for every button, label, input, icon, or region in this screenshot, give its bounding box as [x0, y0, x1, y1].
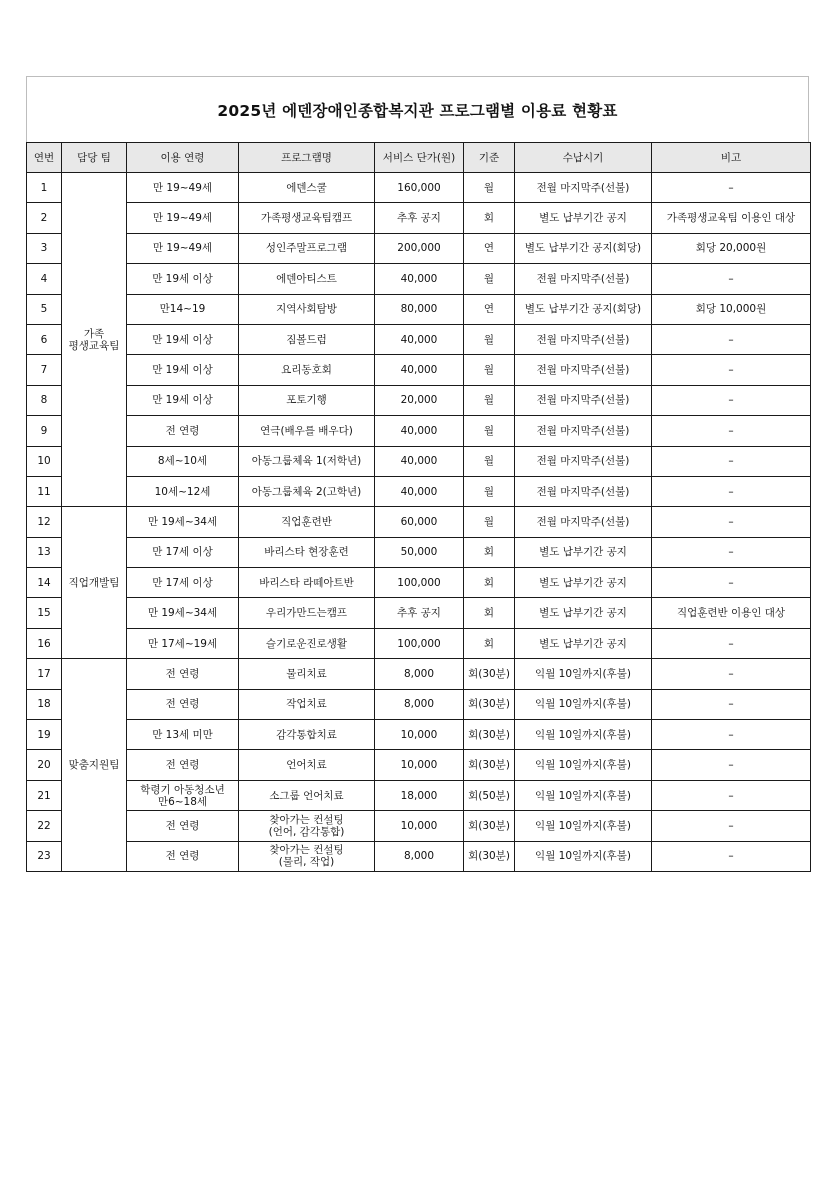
table-row [27, 324, 811, 354]
cell-price: 18,000 [375, 780, 464, 810]
cell-program: 에덴아티스트 [239, 264, 375, 294]
cell-basis: 회 [464, 628, 515, 658]
cell-payment: 익월 10일까지(후불) [515, 811, 652, 841]
table-row [27, 476, 811, 506]
cell-age: 만 13세 미만 [127, 720, 239, 750]
cell-price: 40,000 [375, 264, 464, 294]
cell-no: 15 [27, 598, 62, 628]
cell-no: 14 [27, 568, 62, 598]
cell-note: 직업훈련반 이용인 대상 [652, 598, 811, 628]
cell-payment: 익월 10일까지(후불) [515, 659, 652, 689]
cell-program: 에덴스쿨 [239, 173, 375, 203]
cell-note: – [652, 689, 811, 719]
cell-age: 만 19세 이상 [127, 385, 239, 415]
cell-note: – [652, 173, 811, 203]
cell-program: 물리치료 [239, 659, 375, 689]
cell-no: 16 [27, 628, 62, 658]
cell-no: 17 [27, 659, 62, 689]
cell-no: 4 [27, 264, 62, 294]
cell-program: 연극(배우를 배우다) [239, 416, 375, 446]
cell-basis: 월 [464, 416, 515, 446]
cell-payment: 전월 마지막주(선불) [515, 264, 652, 294]
cell-team: 맞춤지원팀 [62, 659, 127, 872]
cell-program: 찾아가는 컨설팅 (물리, 작업) [239, 841, 375, 871]
cell-team: 가족 평생교육팀 [62, 173, 127, 507]
cell-age: 만 19세~34세 [127, 598, 239, 628]
cell-no: 22 [27, 811, 62, 841]
header-payment: 수납시기 [515, 143, 652, 173]
cell-note: – [652, 841, 811, 871]
cell-note: – [652, 568, 811, 598]
cell-basis: 연 [464, 294, 515, 324]
cell-payment: 전월 마지막주(선불) [515, 385, 652, 415]
cell-price: 40,000 [375, 355, 464, 385]
cell-basis: 회(30분) [464, 811, 515, 841]
cell-no: 11 [27, 476, 62, 506]
cell-price: 40,000 [375, 416, 464, 446]
cell-no: 3 [27, 233, 62, 263]
cell-price: 40,000 [375, 476, 464, 506]
header-team: 담당 팀 [62, 143, 127, 173]
cell-price: 40,000 [375, 446, 464, 476]
cell-note: – [652, 264, 811, 294]
cell-price: 100,000 [375, 628, 464, 658]
cell-price: 60,000 [375, 507, 464, 537]
cell-basis: 월 [464, 385, 515, 415]
cell-payment: 전월 마지막주(선불) [515, 173, 652, 203]
table-row [27, 233, 811, 263]
cell-program: 아동그룹체육 2(고학년) [239, 476, 375, 506]
cell-no: 9 [27, 416, 62, 446]
cell-basis: 월 [464, 173, 515, 203]
cell-basis: 회 [464, 568, 515, 598]
cell-program: 가족평생교육팀캠프 [239, 203, 375, 233]
cell-basis: 회 [464, 537, 515, 567]
cell-age: 만14~19 [127, 294, 239, 324]
cell-program: 짐볼드럼 [239, 324, 375, 354]
cell-age: 학령기 아동청소년 만6~18세 [127, 780, 239, 810]
cell-program: 바리스타 라떼아트반 [239, 568, 375, 598]
header-basis: 기준 [464, 143, 515, 173]
cell-age: 만 17세 이상 [127, 568, 239, 598]
cell-price: 10,000 [375, 811, 464, 841]
title-box [26, 76, 809, 142]
cell-note: – [652, 385, 811, 415]
cell-payment: 익월 10일까지(후불) [515, 750, 652, 780]
cell-no: 13 [27, 537, 62, 567]
cell-program: 포토기행 [239, 385, 375, 415]
cell-program: 요리동호회 [239, 355, 375, 385]
cell-price: 8,000 [375, 689, 464, 719]
header-age: 이용 연령 [127, 143, 239, 173]
cell-basis: 월 [464, 446, 515, 476]
cell-no: 19 [27, 720, 62, 750]
cell-price: 8,000 [375, 659, 464, 689]
cell-payment: 전월 마지막주(선불) [515, 446, 652, 476]
cell-payment: 별도 납부기간 공지(회당) [515, 294, 652, 324]
cell-note: – [652, 446, 811, 476]
cell-note: – [652, 355, 811, 385]
cell-basis: 회(30분) [464, 841, 515, 871]
cell-price: 10,000 [375, 750, 464, 780]
cell-note: – [652, 628, 811, 658]
cell-price: 추후 공지 [375, 598, 464, 628]
cell-age: 만 19세 이상 [127, 264, 239, 294]
fee-table-body [27, 173, 811, 872]
cell-basis: 월 [464, 324, 515, 354]
cell-basis: 회(30분) [464, 659, 515, 689]
cell-age: 만 19세~34세 [127, 507, 239, 537]
cell-payment: 별도 납부기간 공지 [515, 598, 652, 628]
cell-payment: 별도 납부기간 공지 [515, 203, 652, 233]
table-row [27, 780, 811, 810]
table-row [27, 507, 811, 537]
cell-no: 2 [27, 203, 62, 233]
cell-note: – [652, 720, 811, 750]
table-row [27, 750, 811, 780]
cell-age: 전 연령 [127, 750, 239, 780]
cell-basis: 회(30분) [464, 720, 515, 750]
cell-no: 6 [27, 324, 62, 354]
cell-note: – [652, 811, 811, 841]
cell-payment: 전월 마지막주(선불) [515, 416, 652, 446]
table-row [27, 537, 811, 567]
cell-note: – [652, 659, 811, 689]
cell-price: 20,000 [375, 385, 464, 415]
cell-age: 만 19~49세 [127, 203, 239, 233]
cell-note: – [652, 416, 811, 446]
cell-age: 전 연령 [127, 689, 239, 719]
cell-note: 회당 20,000원 [652, 233, 811, 263]
cell-program: 지역사회탐방 [239, 294, 375, 324]
cell-payment: 전월 마지막주(선불) [515, 476, 652, 506]
cell-basis: 회 [464, 203, 515, 233]
cell-age: 만 19세 이상 [127, 324, 239, 354]
cell-age: 전 연령 [127, 659, 239, 689]
cell-age: 만 19~49세 [127, 173, 239, 203]
cell-price: 10,000 [375, 720, 464, 750]
cell-no: 5 [27, 294, 62, 324]
cell-payment: 별도 납부기간 공지 [515, 537, 652, 567]
cell-payment: 별도 납부기간 공지(회당) [515, 233, 652, 263]
cell-basis: 회(30분) [464, 689, 515, 719]
cell-payment: 별도 납부기간 공지 [515, 628, 652, 658]
cell-age: 8세~10세 [127, 446, 239, 476]
cell-price: 100,000 [375, 568, 464, 598]
cell-age: 전 연령 [127, 416, 239, 446]
cell-payment: 전월 마지막주(선불) [515, 324, 652, 354]
cell-program: 아동그룹체육 1(저학년) [239, 446, 375, 476]
cell-program: 직업훈련반 [239, 507, 375, 537]
cell-program: 언어치료 [239, 750, 375, 780]
cell-program: 바리스타 현장훈련 [239, 537, 375, 567]
cell-basis: 회 [464, 598, 515, 628]
cell-price: 160,000 [375, 173, 464, 203]
table-row [27, 355, 811, 385]
cell-age: 전 연령 [127, 841, 239, 871]
table-row [27, 811, 811, 841]
cell-program: 슬기로운진로생활 [239, 628, 375, 658]
table-row [27, 264, 811, 294]
cell-basis: 회(50분) [464, 780, 515, 810]
cell-payment: 익월 10일까지(후불) [515, 720, 652, 750]
cell-payment: 전월 마지막주(선불) [515, 507, 652, 537]
cell-price: 8,000 [375, 841, 464, 871]
cell-payment: 익월 10일까지(후불) [515, 841, 652, 871]
page-title: 2025년 에덴장애인종합복지관 프로그램별 이용료 현황표 [217, 101, 618, 120]
header-program: 프로그램명 [239, 143, 375, 173]
table-row [27, 689, 811, 719]
table-row [27, 720, 811, 750]
table-row [27, 568, 811, 598]
table-row [27, 628, 811, 658]
cell-no: 20 [27, 750, 62, 780]
table-row [27, 659, 811, 689]
cell-basis: 월 [464, 507, 515, 537]
cell-basis: 회(30분) [464, 750, 515, 780]
cell-age: 만 19~49세 [127, 233, 239, 263]
header-price: 서비스 단가(원) [375, 143, 464, 173]
cell-note: 가족평생교육팀 이용인 대상 [652, 203, 811, 233]
table-row [27, 446, 811, 476]
cell-note: 회당 10,000원 [652, 294, 811, 324]
cell-basis: 월 [464, 264, 515, 294]
cell-no: 1 [27, 173, 62, 203]
table-row [27, 385, 811, 415]
cell-note: – [652, 537, 811, 567]
cell-basis: 연 [464, 233, 515, 263]
cell-basis: 월 [464, 355, 515, 385]
cell-price: 40,000 [375, 324, 464, 354]
cell-age: 전 연령 [127, 811, 239, 841]
cell-age: 10세~12세 [127, 476, 239, 506]
cell-payment: 별도 납부기간 공지 [515, 568, 652, 598]
cell-program: 작업치료 [239, 689, 375, 719]
fee-table [26, 142, 811, 872]
cell-basis: 월 [464, 476, 515, 506]
table-row [27, 841, 811, 871]
cell-price: 80,000 [375, 294, 464, 324]
cell-no: 23 [27, 841, 62, 871]
cell-no: 7 [27, 355, 62, 385]
header-note: 비고 [652, 143, 811, 173]
table-row [27, 416, 811, 446]
cell-age: 만 17세 이상 [127, 537, 239, 567]
cell-program: 성인주말프로그램 [239, 233, 375, 263]
cell-price: 50,000 [375, 537, 464, 567]
cell-price: 추후 공지 [375, 203, 464, 233]
table-row [27, 203, 811, 233]
cell-note: – [652, 507, 811, 537]
table-row [27, 294, 811, 324]
cell-payment: 익월 10일까지(후불) [515, 689, 652, 719]
cell-payment: 익월 10일까지(후불) [515, 780, 652, 810]
header-row [27, 143, 811, 173]
table-row [27, 173, 811, 203]
cell-no: 10 [27, 446, 62, 476]
cell-note: – [652, 476, 811, 506]
cell-note: – [652, 324, 811, 354]
cell-age: 만 17세~19세 [127, 628, 239, 658]
cell-age: 만 19세 이상 [127, 355, 239, 385]
cell-program: 감각통합치료 [239, 720, 375, 750]
cell-no: 8 [27, 385, 62, 415]
cell-payment: 전월 마지막주(선불) [515, 355, 652, 385]
cell-note: – [652, 750, 811, 780]
cell-price: 200,000 [375, 233, 464, 263]
cell-no: 12 [27, 507, 62, 537]
cell-program: 찾아가는 컨설팅 (언어, 감각통합) [239, 811, 375, 841]
cell-note: – [652, 780, 811, 810]
table-row [27, 598, 811, 628]
cell-program: 우리가만드는캠프 [239, 598, 375, 628]
cell-program: 소그룹 언어치료 [239, 780, 375, 810]
cell-team: 직업개발팀 [62, 507, 127, 659]
cell-no: 21 [27, 780, 62, 810]
cell-no: 18 [27, 689, 62, 719]
header-no: 연번 [27, 143, 62, 173]
